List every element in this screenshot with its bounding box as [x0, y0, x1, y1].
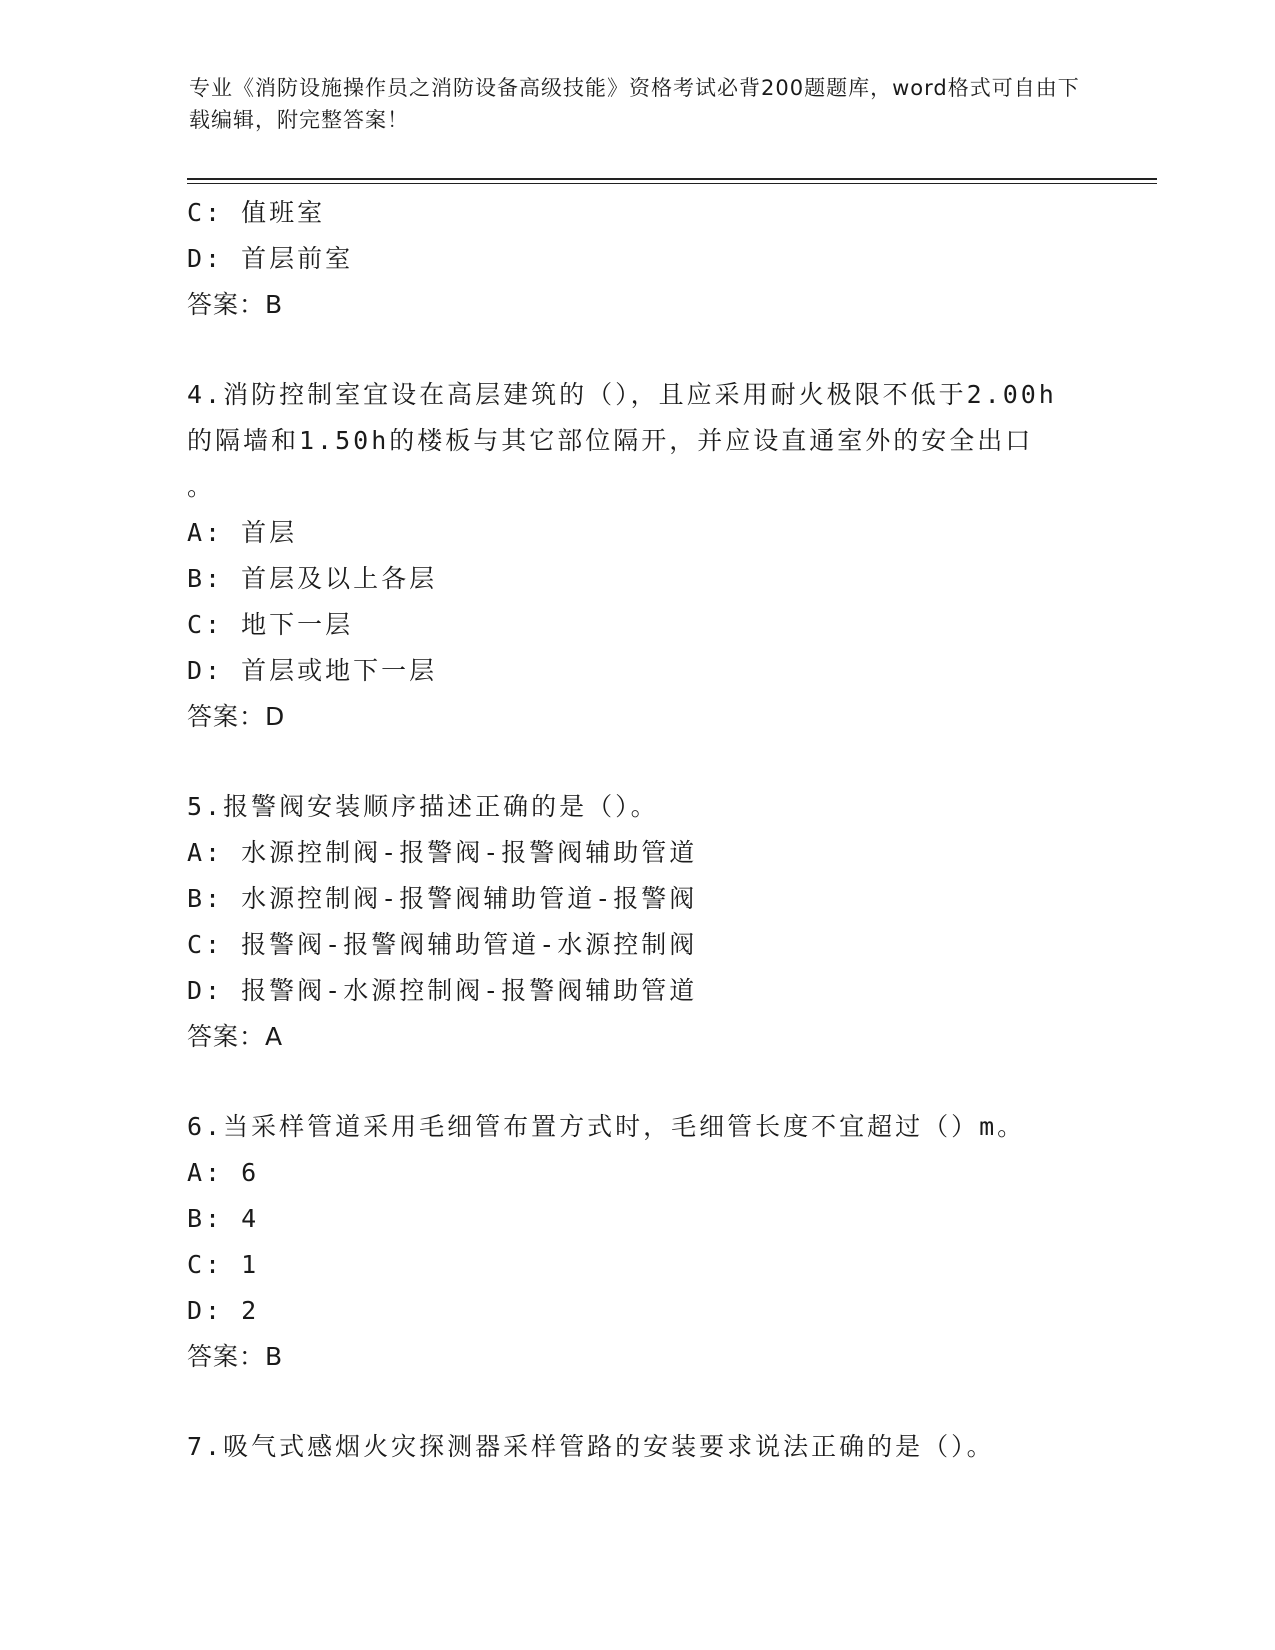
spacer: [187, 740, 1117, 784]
answer-text: 答案：B: [187, 1342, 284, 1371]
option-a: A: 6: [187, 1158, 260, 1187]
question-text: 6.当采样管道采用毛细管布置方式时，毛细管长度不宜超过（）m。: [187, 1112, 1026, 1141]
option-a: A: 首层: [187, 518, 298, 547]
answer-text: 答案：A: [187, 1022, 284, 1051]
spacer: [187, 1060, 1117, 1104]
question-text: 5.报警阀安装顺序描述正确的是（）。: [187, 792, 659, 821]
option-c: C: 报警阀-报警阀辅助管道-水源控制阀: [187, 930, 698, 959]
option-d: D: 首层或地下一层: [187, 656, 438, 685]
header-title: 专业《消防设施操作员之消防设备高级技能》资格考试必背200题题库，word格式可自由下载编辑，附完整答案！: [189, 76, 1080, 132]
option-d: D: 首层前室: [187, 244, 354, 273]
option-c: C: 地下一层: [187, 610, 354, 639]
question-5: [187, 784, 1117, 1060]
option-b: B: 4: [187, 1204, 260, 1233]
option-c: C: 1: [187, 1250, 260, 1279]
question-4: [187, 372, 1117, 740]
document-header: [189, 72, 1089, 136]
option-b: B: 首层及以上各层: [187, 564, 438, 593]
answer-text: 答案：B: [187, 290, 284, 319]
question-7: [187, 1424, 1117, 1470]
answer-text: 答案：D: [187, 702, 286, 731]
option-d: D: 报警阀-水源控制阀-报警阀辅助管道: [187, 976, 698, 1005]
header-divider-thick: [187, 178, 1157, 180]
option-b: B: 水源控制阀-报警阀辅助管道-报警阀: [187, 884, 698, 913]
spacer: [187, 1380, 1117, 1424]
question-3-continued: [187, 190, 1117, 328]
question-text: 7.吸气式感烟火灾探测器采样管路的安装要求说法正确的是（）。: [187, 1432, 995, 1461]
spacer: [187, 328, 1117, 372]
question-list: [187, 190, 1117, 1470]
option-d: D: 2: [187, 1296, 260, 1325]
question-text: 4.消防控制室宜设在高层建筑的（），且应采用耐火极限不低于2.00h 的隔墙和1.50h的楼板与其它部位隔开，并应设直通室外的安全出口 。: [187, 380, 1057, 501]
header-divider-thin: [187, 183, 1157, 184]
option-c: C: 值班室: [187, 198, 326, 227]
option-a: A: 水源控制阀-报警阀-报警阀辅助管道: [187, 838, 698, 867]
question-6: [187, 1104, 1117, 1380]
